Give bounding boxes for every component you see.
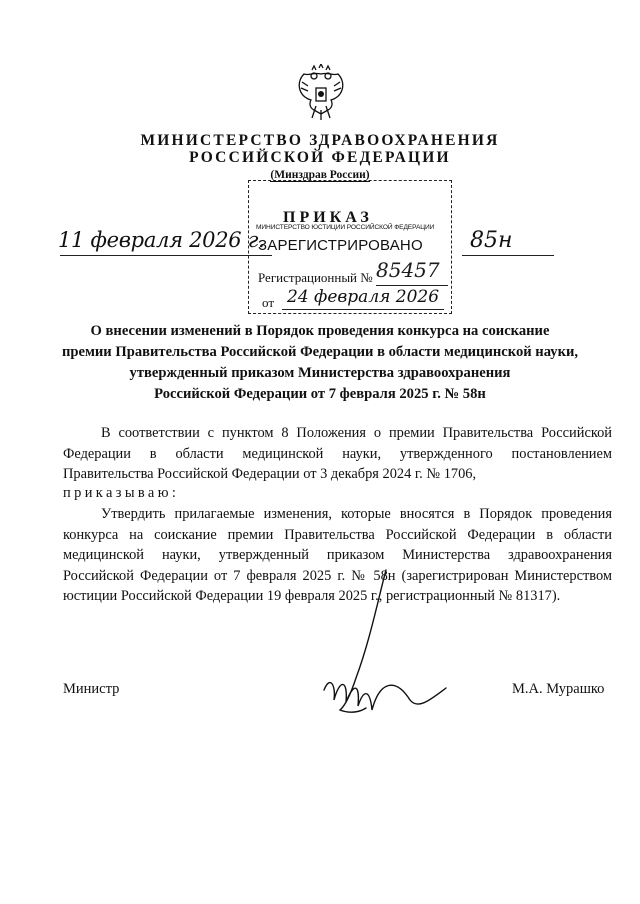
title-line: премии Правительства Российской Федерации в области медицинской науки, (61, 344, 579, 360)
stamp-number-line (376, 285, 448, 286)
stamp-number-label: Регистрационный № (258, 270, 373, 285)
stamp-organization: МИНИСТЕРСТВО ЮСТИЦИИ РОССИЙСКОЙ ФЕДЕРАЦИИ (256, 224, 435, 231)
coat-of-arms-icon (294, 64, 348, 124)
order-number-line (462, 255, 554, 256)
order-date: 11 февраля 2026 г. (58, 228, 265, 252)
document-title (40, 321, 600, 405)
stamp-date-label: от (262, 295, 275, 310)
title-line: Российской Федерации от 7 февраля 2025 г. № 58н (154, 386, 486, 402)
stamp-date-line (282, 309, 444, 310)
order-number: 85н (470, 228, 513, 253)
stamp-registration-number: 85457 (376, 258, 440, 282)
signature-icon (300, 560, 460, 740)
stamp-date: 24 февраля 2026 (287, 287, 440, 307)
title-line: О внесении изменений в Порядок проведения конкурса на соискание (90, 323, 550, 339)
signer-title: Министр (63, 681, 120, 697)
ministry-name-line2: РОССИЙСКОЙ ФЕДЕРАЦИИ (189, 149, 451, 166)
order-word: приказываю: (63, 485, 180, 501)
document-type: ПРИКАЗ (283, 209, 373, 226)
order-date-line (60, 255, 272, 256)
title-line: утвержденный приказом Министерства здравоохранения (129, 365, 511, 381)
stamp-registered-label: ЗАРЕГИСТРИРОВАНО (258, 237, 423, 254)
body-paragraph-1: В соответствии с пунктом 8 Положения о премии Правительства Российской Федерации в области медицинской науки, утвержденного постановлением Правительства Российской Федерации от 3 декабря 2024 г. № 1706, (63, 425, 612, 483)
body-paragraph-2: Утвердить прилагаемые изменения, которые вносятся в Порядок проведения конкурса на соискание премии Правительства Российской Федерации в области медицинской науки, утвержденный приказом Министерства здравоохранения Российской Федерации от 7 февраля 2025 г. № 58н (зарегистрирован Министерством юстиции Российской Федерации 19 февраля 2025 г., регистрационный № 81317). (63, 506, 612, 605)
ministry-name-line1: МИНИСТЕРСТВО ЗДРАВООХРАНЕНИЯ (140, 132, 500, 149)
signer-name: М.А. Мурашко (512, 681, 605, 697)
ministry-short-name: (Минздрав России) (270, 169, 370, 181)
